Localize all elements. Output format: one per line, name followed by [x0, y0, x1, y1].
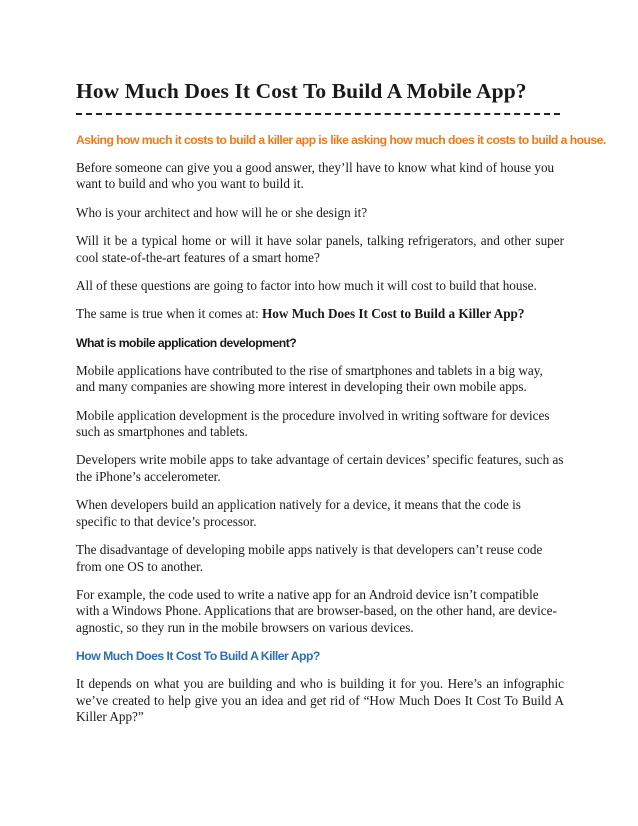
- paragraph-same-true: [76, 306, 564, 322]
- paragraph: Who is your architect and how will he or she design it?: [76, 204, 368, 220]
- paragraph: Before someone can give you a good answer, they’ll have to know what kind of house you want to build and who you want to build it.: [76, 160, 555, 192]
- same-true-lead: The same is true when it comes at:: [76, 306, 263, 322]
- paragraph: For example, the code used to write a native app for an Android device isn’t compatible with a Windows Phone. Applications that are browser-based, on the other hand, are device-agnostic, so they run in the mobile browsers on various devices.: [76, 586, 557, 635]
- document-content: [76, 78, 606, 725]
- paragraph: The disadvantage of developing mobile apps natively is that developers can’t reuse code from one OS to another.: [76, 542, 543, 574]
- same-true-bold: How Much Does It Cost to Build a Killer App?: [262, 306, 525, 322]
- page-title: How Much Does It Cost To Build A Mobile App?: [76, 79, 527, 103]
- section-heading-mobile-dev: What is mobile application development?: [76, 335, 297, 350]
- paragraph-final: It depends on what you are building and who is building it for you. Here’s an infographic we’ve created to help give you an idea and get rid of “How Much Does It Cost To Build A Killer App?”: [76, 676, 564, 724]
- paragraph: All of these questions are going to factor into how much it will cost to build that house.: [76, 278, 537, 294]
- paragraph: Will it be a typical home or will it have solar panels, talking refrigerators, and other super cool state-of-the-art features of a smart home?: [76, 233, 564, 265]
- paragraph: Developers write mobile apps to take advantage of certain devices’ specific features, such as the iPhone’s accelerometer.: [76, 452, 564, 484]
- paragraph: Mobile applications have contributed to the rise of smartphones and tablets in a big way, and many companies are showing more interest in developing their own mobile apps.: [76, 362, 543, 395]
- paragraph: When developers build an application natively for a device, it means that the code is specific to that device’s processor.: [76, 497, 521, 529]
- title-underline-divider: [76, 113, 560, 115]
- section-heading-cost: How Much Does It Cost To Build A Killer App?: [76, 649, 320, 664]
- paragraph: Mobile application development is the procedure involved in writing software for devices such as smartphones and tablets.: [76, 407, 550, 440]
- intro-highlight: Asking how much it costs to build a killer app is like asking how much does it costs to build a house.: [76, 133, 606, 147]
